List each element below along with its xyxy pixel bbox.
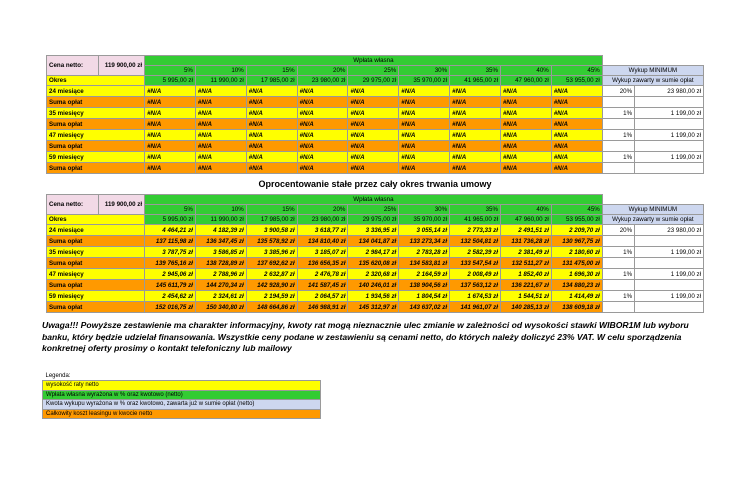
wykup-amount [635,236,704,247]
sum-value: #N/A [450,141,501,152]
sum-value: #N/A [399,141,450,152]
rate-value: 3 336,95 zł [348,225,399,236]
sum-value: 134 880,23 zł [551,280,602,291]
suma-oplat-label: Suma opłat [47,280,145,291]
wplata-amount: 41 965,00 zł [450,215,501,225]
legend-item-downpayment: Wpłata własna wyrażona w % oraz kwotowo (netto) [43,390,321,399]
rate-value: #N/A [500,86,551,97]
rate-value: 2 783,28 zł [399,247,450,258]
cena-netto-value: 119 900,00 zł [98,56,145,76]
wykup-percent: 1% [602,291,634,302]
rate-value: #N/A [297,86,348,97]
sum-value: #N/A [297,163,348,174]
rate-value: 2 788,96 zł [195,269,246,280]
sum-value: 141 587,45 zł [297,280,348,291]
rate-value: 1 674,53 zł [450,291,501,302]
rate-value: 2 180,60 zł [551,247,602,258]
table-row [47,97,704,108]
table-row [47,163,704,174]
rate-value: #N/A [297,108,348,119]
rate-value: #N/A [500,130,551,141]
okres-label: Okres [47,215,145,225]
wykup-amount [635,258,704,269]
sum-value: 135 620,08 zł [348,258,399,269]
rate-value: 3 586,85 zł [195,247,246,258]
sum-value: #N/A [399,97,450,108]
sum-value: #N/A [551,97,602,108]
wplata-percent: 5% [145,66,196,76]
wplata-amount: 35 970,00 zł [399,76,450,86]
wykup-amount [635,119,704,130]
sum-value: #N/A [399,163,450,174]
sum-value: 132 504,81 zł [450,236,501,247]
suma-oplat-label: Suma opłat [47,302,145,313]
rate-value: #N/A [500,152,551,163]
cena-netto-label: Cena netto: [47,195,99,215]
table-row [47,108,704,119]
rate-value: #N/A [551,130,602,141]
rate-value: 2 945,06 zł [145,269,196,280]
wplata-amount: 23 980,00 zł [297,215,348,225]
wplata-amount: 17 985,00 zł [246,215,297,225]
wplata-amount: 47 960,00 zł [500,215,551,225]
rate-value: #N/A [145,152,196,163]
rate-value: 2 324,61 zł [195,291,246,302]
sum-value: #N/A [450,163,501,174]
rate-value: 1 852,40 zł [500,269,551,280]
rate-value: 2 773,33 zł [450,225,501,236]
sum-value: 146 988,91 zł [297,302,348,313]
wplata-percent: 40% [500,66,551,76]
table-row [47,236,704,247]
rate-value: 2 064,57 zł [297,291,348,302]
wykup-spacer [602,56,703,66]
rate-value: 2 984,17 zł [348,247,399,258]
wplata-percent: 15% [246,66,297,76]
sum-value: #N/A [246,119,297,130]
sum-value: #N/A [246,163,297,174]
rate-value: 4 464,21 zł [145,225,196,236]
sum-value: #N/A [297,141,348,152]
sum-value: #N/A [500,97,551,108]
rate-value: 2 164,59 zł [399,269,450,280]
rate-value: 1 414,49 zł [551,291,602,302]
rate-value: #N/A [450,108,501,119]
rate-value: #N/A [399,152,450,163]
sum-value: #N/A [246,97,297,108]
wplata-amount: 5 995,00 zł [145,76,196,86]
table-row [47,225,704,236]
wplata-amount: 5 995,00 zł [145,215,196,225]
suma-oplat-label: Suma opłat [47,141,145,152]
rate-value: #N/A [450,130,501,141]
rate-value: #N/A [246,130,297,141]
wykup-amount: 23 980,00 zł [635,225,704,236]
rate-value: #N/A [551,86,602,97]
rate-value: 2 632,87 zł [246,269,297,280]
sum-value: 143 637,02 zł [399,302,450,313]
wykup-amount: 1 199,00 zł [635,108,704,119]
sum-value: #N/A [195,119,246,130]
wykup-percent [602,97,634,108]
rate-value: #N/A [500,108,551,119]
rate-value: 1 934,56 zł [348,291,399,302]
period-label: 47 miesięcy [47,269,145,280]
rate-value: 2 381,49 zł [500,247,551,258]
rate-value: #N/A [348,152,399,163]
period-label: 59 miesięcy [47,291,145,302]
wykup-amount [635,302,704,313]
rate-value: #N/A [399,130,450,141]
wplata-percent: 35% [450,205,501,215]
wykup-percent: 1% [602,152,634,163]
sum-value: 140 246,01 zł [348,280,399,291]
table-row [47,258,704,269]
disclaimer-note: Uwaga!!! Powyższe zestawienie ma charakter informacyjny, kwoty rat mogą nieznacznie ulec zmianie w zależności od wysokości stawki WIBOR1M lub wyboru banku, który będzie udzielał finansowania. Wszystkie ceny podane w zestawieniu są cenami netto, do których należy doliczyć 23% VAT. W celu sporządzenia konkretnej oferty prosimy o kontakt telefoniczny lub mailowy [42,320,689,353]
sum-value: #N/A [145,141,196,152]
table2-leasing-table [46,194,704,313]
sum-value: 134 810,40 zł [297,236,348,247]
sum-value: 148 664,86 zł [246,302,297,313]
rate-value: 2 008,49 zł [450,269,501,280]
wykup-percent [602,302,634,313]
rate-value: #N/A [399,108,450,119]
sum-value: #N/A [195,163,246,174]
sum-value: 136 347,45 zł [195,236,246,247]
period-label: 35 miesięcy [47,108,145,119]
wykup-sub-header: Wykup zawarty w sumie opłat [602,215,703,225]
rate-value: #N/A [399,86,450,97]
rate-value: 2 476,78 zł [297,269,348,280]
sum-value: #N/A [500,119,551,130]
suma-oplat-label: Suma opłat [47,97,145,108]
wplata-amount: 23 980,00 zł [297,76,348,86]
rate-value: 1 804,54 zł [399,291,450,302]
sum-value: #N/A [500,141,551,152]
legend-title: Legenda: [43,372,321,381]
sum-value: #N/A [348,141,399,152]
wykup-minimum-header: Wykup MINIMUM [602,205,703,215]
rate-value: 3 185,07 zł [297,247,348,258]
table-row [47,152,704,163]
suma-oplat-label: Suma opłat [47,119,145,130]
sum-value: 136 221,67 zł [500,280,551,291]
wplata-percent: 10% [195,205,246,215]
sum-value: 133 273,34 zł [399,236,450,247]
suma-oplat-label: Suma opłat [47,236,145,247]
rate-value: #N/A [195,86,246,97]
wplata-amount: 29 975,00 zł [348,76,399,86]
legend-item-buyout: Kwota wykupu wyrażona w % oraz kwotowo, zawarta już w sumie opłat (netto) [43,400,321,409]
rate-value: 3 900,58 zł [246,225,297,236]
wplata-percent: 30% [399,66,450,76]
rate-value: #N/A [145,130,196,141]
wplata-percent: 25% [348,66,399,76]
sum-value: #N/A [399,119,450,130]
rate-value: #N/A [297,130,348,141]
wykup-percent: 1% [602,269,634,280]
rate-value: 1 696,30 zł [551,269,602,280]
wplata-amount: 53 955,00 zł [551,76,602,86]
sum-value: 152 016,75 zł [145,302,196,313]
wykup-percent [602,280,634,291]
table-row [47,280,704,291]
wplata-percent: 30% [399,205,450,215]
wykup-spacer [602,195,703,205]
sum-value: 132 511,27 zł [500,258,551,269]
wplata-amount: 11 990,00 zł [195,215,246,225]
suma-oplat-label: Suma opłat [47,258,145,269]
rate-value: #N/A [551,108,602,119]
sum-value: #N/A [551,119,602,130]
sum-value: 138 609,18 zł [551,302,602,313]
rate-value: #N/A [348,86,399,97]
sum-value: 141 961,07 zł [450,302,501,313]
sum-value: #N/A [297,119,348,130]
rate-value: #N/A [246,152,297,163]
rate-value: 3 055,14 zł [399,225,450,236]
sum-value: #N/A [145,97,196,108]
wplata-amount: 47 960,00 zł [500,76,551,86]
section-title: Oprocentowanie stałe przez cały okres trwania umowy [258,179,492,189]
wykup-amount: 1 199,00 zł [635,269,704,280]
period-label: 24 miesiące [47,86,145,97]
wykup-amount [635,97,704,108]
sum-value: 136 656,35 zł [297,258,348,269]
sum-value: #N/A [195,141,246,152]
rate-value: #N/A [450,86,501,97]
sum-value: 144 270,34 zł [195,280,246,291]
wplata-percent: 45% [551,205,602,215]
sum-value: #N/A [348,119,399,130]
rate-value: #N/A [195,152,246,163]
sum-value: 139 765,16 zł [145,258,196,269]
sum-value: 130 967,75 zł [551,236,602,247]
table-row [47,86,704,97]
wykup-minimum-header: Wykup MINIMUM [602,66,703,76]
wplata-percent: 20% [297,205,348,215]
wplata-percent: 35% [450,66,501,76]
wplata-percent: 20% [297,66,348,76]
rate-value: #N/A [246,108,297,119]
cena-netto-value: 119 900,00 zł [98,195,145,215]
sum-value: 137 692,62 zł [246,258,297,269]
wykup-percent: 1% [602,247,634,258]
rate-value: #N/A [450,152,501,163]
wplata-percent: 45% [551,66,602,76]
rate-value: 1 544,51 zł [500,291,551,302]
rate-value: 3 618,77 zł [297,225,348,236]
rate-value: 2 209,70 zł [551,225,602,236]
rate-value: 3 787,75 zł [145,247,196,258]
legend-item-total-cost: Całkowity koszt leasingu w kwocie netto [43,409,321,418]
wplata-wlasna-header: Wpłata własna [145,56,603,66]
wplata-amount: 35 970,00 zł [399,215,450,225]
sum-value: #N/A [450,97,501,108]
sum-value: 134 583,81 zł [399,258,450,269]
cena-netto-label: Cena netto: [47,56,99,76]
rate-value: 2 194,59 zł [246,291,297,302]
suma-oplat-label: Suma opłat [47,163,145,174]
wplata-amount: 29 975,00 zł [348,215,399,225]
sum-value: 133 547,54 zł [450,258,501,269]
sum-value: 142 928,90 zł [246,280,297,291]
table-row [47,119,704,130]
period-label: 24 miesiące [47,225,145,236]
rate-value: #N/A [348,108,399,119]
rate-value: #N/A [195,108,246,119]
sum-value: #N/A [450,119,501,130]
period-label: 59 miesięcy [47,152,145,163]
wykup-percent [602,236,634,247]
wykup-amount: 23 980,00 zł [635,86,704,97]
sum-value: 134 041,87 zł [348,236,399,247]
sum-value: 138 728,89 zł [195,258,246,269]
legend-item-rate: wysokość raty netto [43,381,321,390]
legend [42,372,321,419]
rate-value: 2 582,39 zł [450,247,501,258]
sum-value: 137 115,98 zł [145,236,196,247]
wplata-amount: 17 985,00 zł [246,76,297,86]
wykup-percent: 20% [602,225,634,236]
rate-value: 3 385,96 zł [246,247,297,258]
wykup-amount: 1 199,00 zł [635,152,704,163]
sum-value: 140 285,13 zł [500,302,551,313]
table-row [47,269,704,280]
rate-value: 2 320,68 zł [348,269,399,280]
wykup-amount [635,141,704,152]
table-row [47,141,704,152]
wykup-amount [635,280,704,291]
wykup-percent [602,258,634,269]
sum-value: 135 578,92 zł [246,236,297,247]
wykup-amount: 1 199,00 zł [635,291,704,302]
rate-value: #N/A [246,86,297,97]
sum-value: 137 563,12 zł [450,280,501,291]
wykup-percent: 1% [602,130,634,141]
table-row [47,302,704,313]
rate-value: 2 491,51 zł [500,225,551,236]
rate-value: 4 182,39 zł [195,225,246,236]
rate-value: #N/A [551,152,602,163]
wplata-wlasna-header: Wpłata własna [145,195,603,205]
table-row [47,247,704,258]
sum-value: #N/A [348,97,399,108]
sum-value: #N/A [145,119,196,130]
sum-value: 145 611,79 zł [145,280,196,291]
rate-value: #N/A [297,152,348,163]
wplata-percent: 15% [246,205,297,215]
sum-value: #N/A [551,163,602,174]
sum-value: #N/A [348,163,399,174]
sum-value: #N/A [500,163,551,174]
sum-value: 131 475,00 zł [551,258,602,269]
rate-value: #N/A [145,108,196,119]
rate-value: #N/A [145,86,196,97]
wplata-percent: 10% [195,66,246,76]
sum-value: #N/A [195,97,246,108]
wykup-percent [602,141,634,152]
wykup-amount: 1 199,00 zł [635,130,704,141]
wplata-amount: 11 990,00 zł [195,76,246,86]
wykup-percent: 1% [602,108,634,119]
sum-value: 131 736,28 zł [500,236,551,247]
wplata-percent: 5% [145,205,196,215]
rate-value: 2 454,62 zł [145,291,196,302]
wykup-percent [602,119,634,130]
period-label: 47 miesięcy [47,130,145,141]
rate-value: #N/A [195,130,246,141]
table1-leasing-table [46,55,704,174]
wykup-amount [635,163,704,174]
sum-value: 145 312,97 zł [348,302,399,313]
wykup-percent [602,163,634,174]
sum-value: #N/A [297,97,348,108]
sum-value: 150 340,80 zł [195,302,246,313]
wplata-percent: 40% [500,205,551,215]
period-label: 35 miesięcy [47,247,145,258]
sum-value: 138 904,56 zł [399,280,450,291]
okres-label: Okres [47,76,145,86]
table-row [47,130,704,141]
wplata-amount: 41 965,00 zł [450,76,501,86]
wplata-amount: 53 955,00 zł [551,215,602,225]
sum-value: #N/A [551,141,602,152]
wykup-sub-header: Wykup zawarty w sumie opłat [602,76,703,86]
wykup-amount: 1 199,00 zł [635,247,704,258]
sum-value: #N/A [246,141,297,152]
table-row [47,291,704,302]
wplata-percent: 25% [348,205,399,215]
rate-value: #N/A [348,130,399,141]
wykup-percent: 20% [602,86,634,97]
sum-value: #N/A [145,163,196,174]
